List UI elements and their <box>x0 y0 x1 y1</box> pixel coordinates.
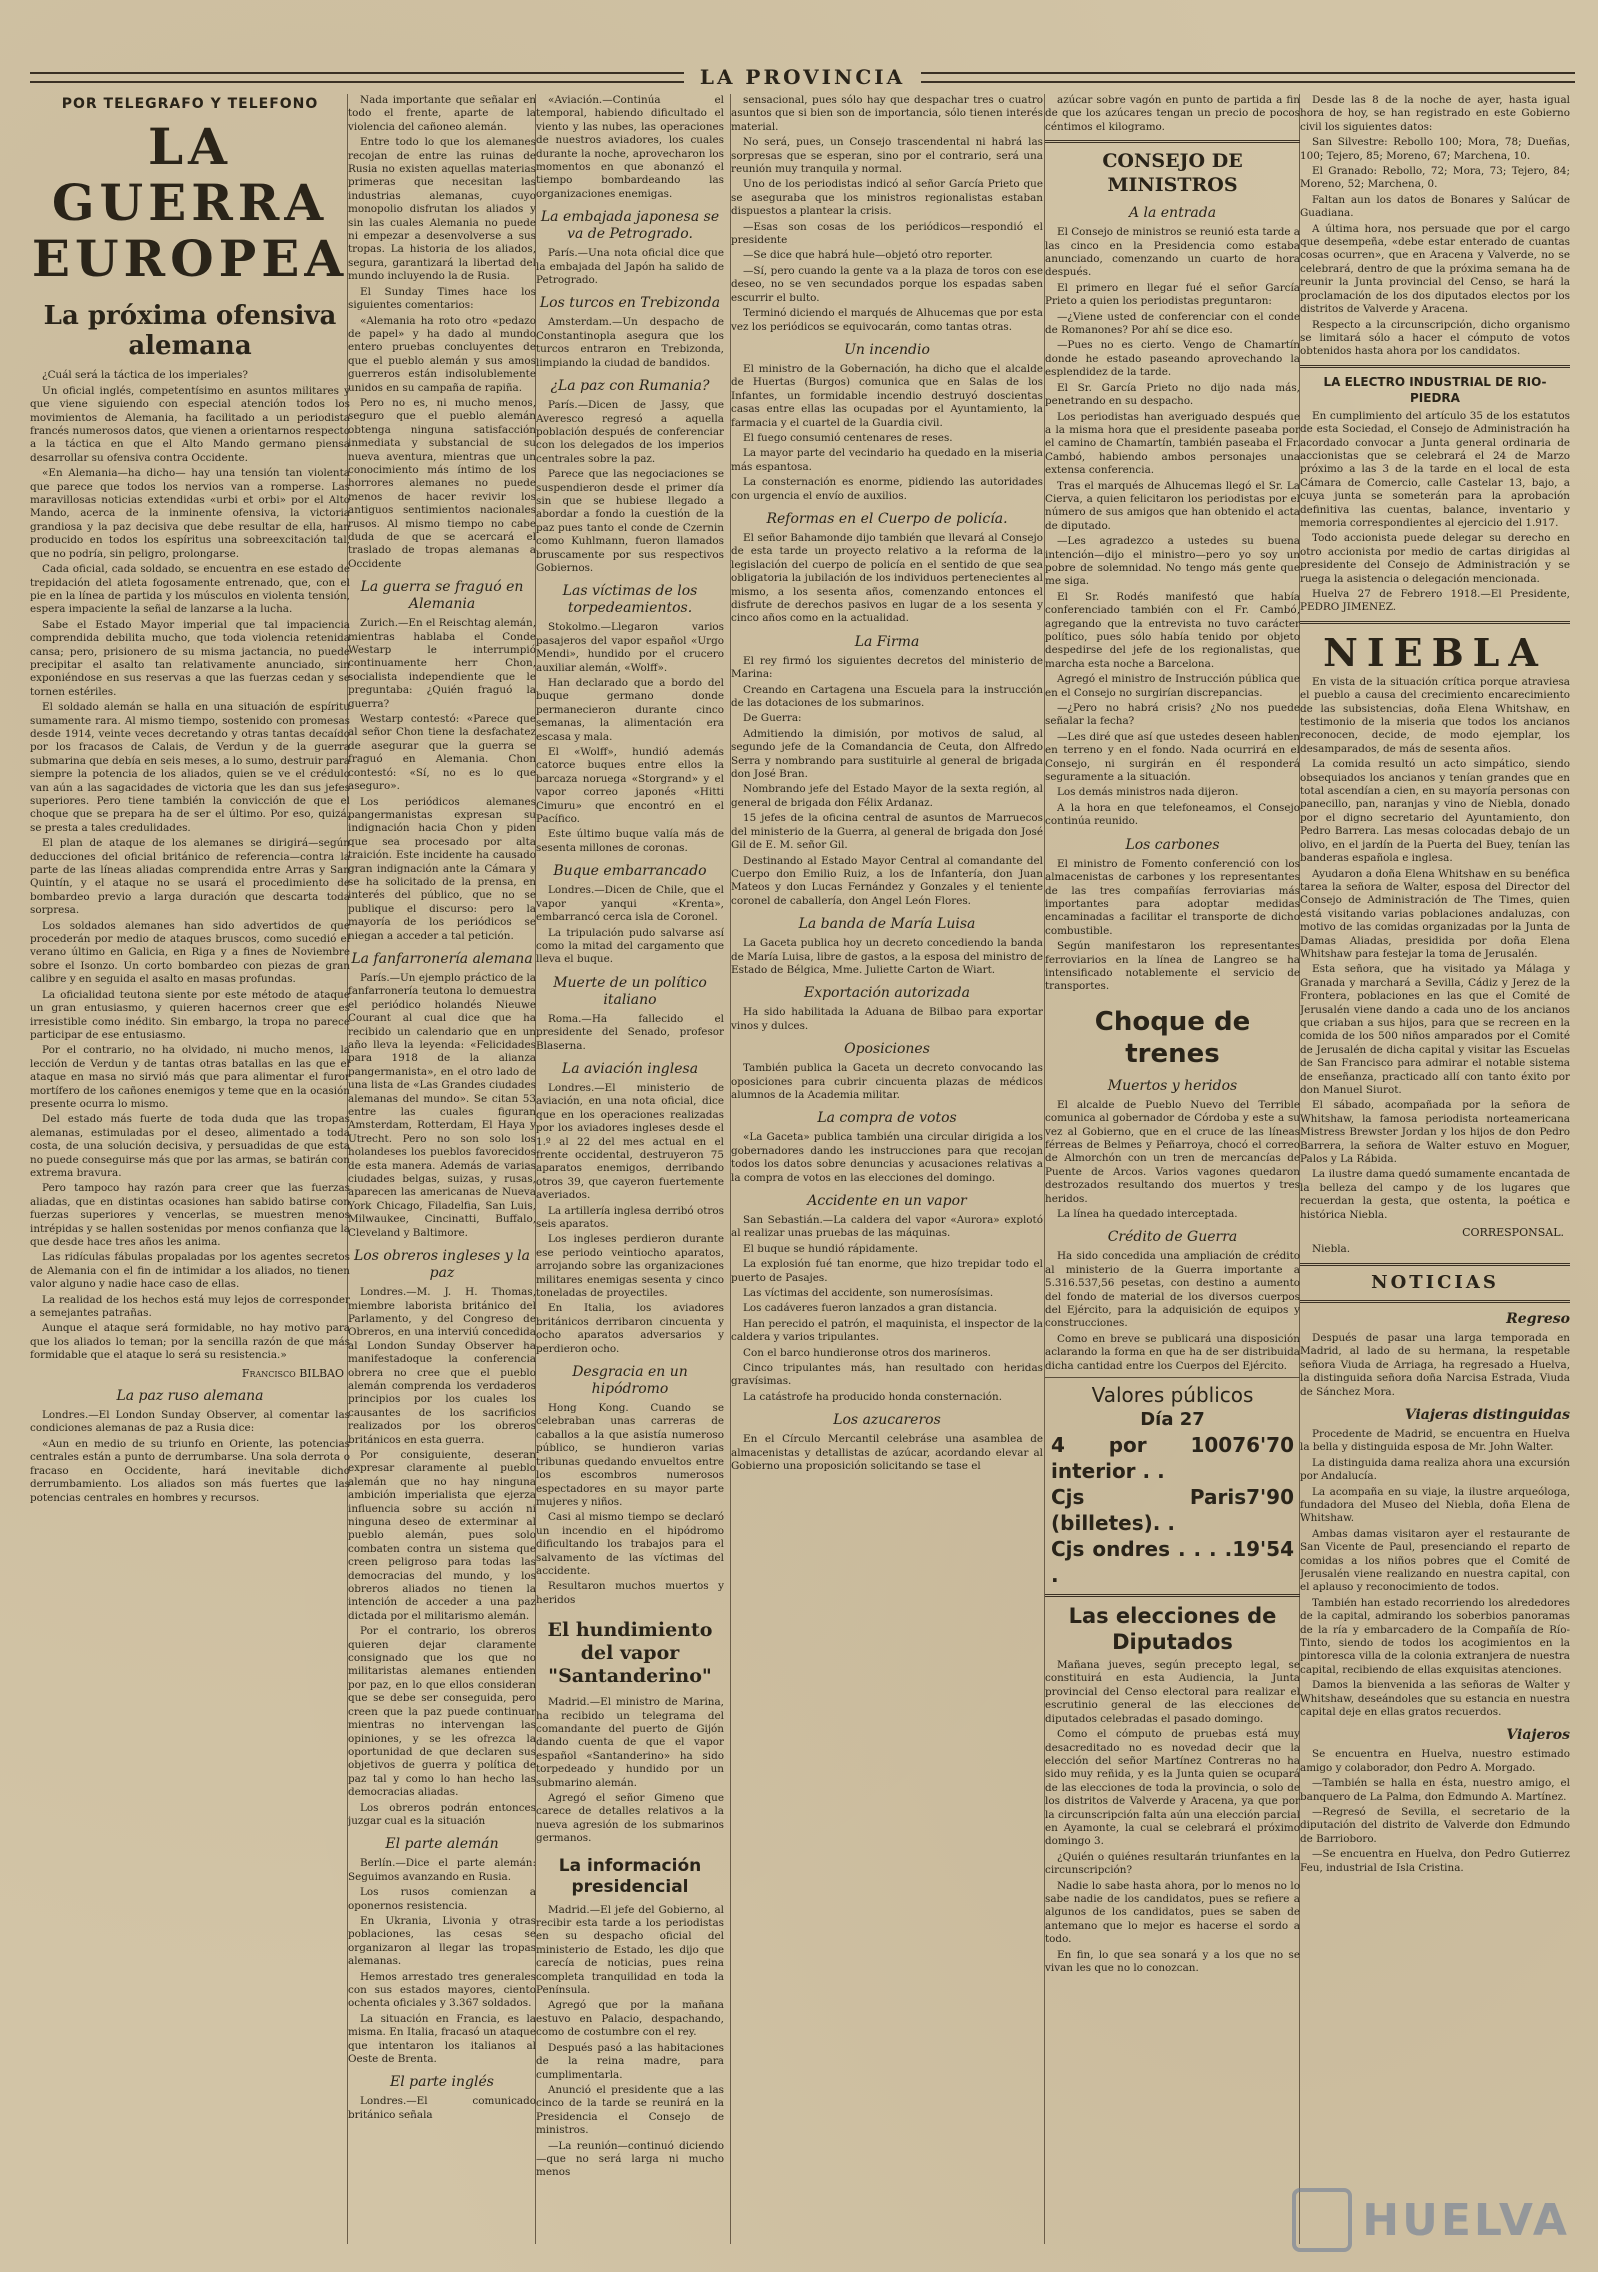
article-headline: El hundimiento del vapor "Santanderino" <box>547 1619 713 1688</box>
section-heading: Los azucareros <box>833 1412 941 1429</box>
paragraph: El Sr. Rodés manifestó que había conferenciado también con el Fr. Cambó, agregando que la entrevista no tuvo carácter político, pues sólo había tenido por objeto despedirse del jefe de los regionalistas, que marcha esta noche a Barcelona. <box>1045 590 1300 670</box>
section-heading: Reformas en el Cuerpo de policía. <box>766 510 1008 527</box>
paragraph: La realidad de los hechos está muy lejos de corresponder a semejantes patrañas. <box>30 1293 350 1320</box>
stock-value-label: 4 por 100 interior . . <box>1051 1433 1233 1484</box>
column-1 <box>30 94 350 2244</box>
stock-value-row <box>1045 1484 1300 1536</box>
section-heading: La embajada japonesa se va de Petrogrado. <box>540 209 720 243</box>
article-signature: Francisco BILBAO <box>241 1366 344 1380</box>
paragraph: Nadie lo sabe hasta ahora, por lo menos no lo sabe nadie de los candidatos, pues se refiere a algunos de los candidatos, pues se saben de antemano que lo mejor es hacerse el sordo a todo. <box>1045 1879 1300 1946</box>
section-heading: La paz ruso alemana <box>116 1388 264 1405</box>
paragraph: Este último buque valía más de sesenta millones de coronas. <box>536 828 724 854</box>
paragraph: Nombrando jefe del Estado Mayor de la sexta región, al general de brigada don Félix Ardanaz. <box>731 783 1043 809</box>
article-headline: Choque de trenes <box>1094 1006 1251 1069</box>
archive-logo-icon <box>1292 2188 1352 2252</box>
section-heading: Las víctimas de los torpedeamientos. <box>562 583 698 617</box>
section-heading: El parte alemán <box>385 1836 499 1853</box>
masthead-rule-left <box>30 72 684 83</box>
section-rule <box>1300 365 1570 368</box>
paragraph: —Sí, pero cuando la gente va a la plaza de toros con ese deseo, no se ven secundados porque los espadas saben escurrir el bulto. <box>731 264 1043 304</box>
paragraph: Pero no es, ni mucho menos, seguro que el pueblo alemán obtenga ninguna satisfacción inmediata y substancial de su nueva aventura, mientras que un conocimiento más íntimo de los horrores alemanes no puede menos de hacer revivir los antiguos sentimientos nacionales rusos. Al mismo tiempo no cabe duda de que se acercará el traslado de tropas alemanas a Occidente <box>348 396 536 570</box>
paragraph: Sabe el Estado Mayor imperial que tal impaciencia comprendida debilita mucho, que toda violencia retenida cansa; pero, prisionero de su misma jactancia, no puede precipitar el asalto tan relativamente anunciado, sin exponiéndose en sus reservas a que las fuerzas cedan y se tornen estériles. <box>30 618 350 698</box>
paragraph: En el Círculo Mercantil celebráse una asamblea de almacenistas y detallistas de azúcar, acordando elevar al Gobierno una proposición solicitando se tase el <box>731 1433 1043 1473</box>
paragraph: ¿Quién o quiénes resultarán triunfantes en la circunscripción? <box>1045 1850 1300 1877</box>
paragraph: París.—Una nota oficial dice que la embajada del Japón ha salido de Petrogrado. <box>536 247 724 287</box>
section-heading: Desgracia en un hipódromo <box>572 1364 688 1398</box>
section-rule <box>1300 1300 1570 1303</box>
article-headline: La próxima ofensiva alemana <box>43 301 337 362</box>
paragraph: Nada importante que señalar en todo el frente, aparte de la violencia del cañoneo alemán. <box>348 94 536 133</box>
paragraph: Anunció el presidente que a las cinco de la tarde se reunirá en la Presidencia el Consejo de ministros. <box>536 2083 724 2137</box>
paragraph: En Italia, los aviadores británicos derribaron cincuenta y ocho aparatos adversarios y perdieron ocho. <box>536 1302 724 1355</box>
paragraph: Cada oficial, cada soldado, se encuentra en ese estado de trepidación del atleta fogosamente entrenado, que, con el pie en la línea de partida y los músculos en violenta tensión, espera impaciente la señal de lanzarse a la lucha. <box>30 563 350 616</box>
paragraph: —También se halla en ésta, nuestro amigo, el banquero de La Palma, don Edmundo A. Martínez. <box>1300 1777 1570 1803</box>
column-5 <box>1045 94 1300 2244</box>
paragraph: Roma.—Ha fallecido el presidente del Senado, profesor Blaserna. <box>536 1012 724 1052</box>
notice-heading: LA ELECTRO INDUSTRIAL DE RIO-PIEDRA <box>1323 374 1547 405</box>
paragraph: La artillería inglesa derribó otros seis aparatos. <box>536 1204 724 1230</box>
paragraph: Parece que las negociaciones se suspendieron desde el primer día sin que se hubiese llegado a abordar a fondo la cuestión de la paz pues tanto el conde de Czernin como Kuhlmann, fueron llamados bruscamente por sus respectivos Gobiernos. <box>536 468 724 574</box>
paragraph: «Aun en medio de su triunfo en Oriente, las potencias centrales están a punto de derrumbarse. Una sola derrota o fracaso en Occidente, hará inevitable dicho derrumbamiento. Los aliados son más fuertes que las potencias centrales en hombres y recursos. <box>30 1437 350 1504</box>
paragraph: Uno de los periodistas indicó al señor García Prieto que se aseguraba que los ministros regionalistas estaban dispuestos a plantear la crisis. <box>731 178 1043 218</box>
article-headline: NIEBLA <box>1323 629 1547 675</box>
paragraph: Pero tampoco hay razón para creer que las fuerzas aliadas, que en distintas ocasiones han sabido batirse con fuerzas superiores y vencerlas, se muestren menos intrépidas y se hallen sostenidas por menos confianza que la que desde hace tres años les anima. <box>30 1182 350 1248</box>
paragraph: El ministro de Fomento conferenció con los almacenistas de carbones y los representantes de las tres compañías ferroviarias más importantes para adoptar medidas encaminadas a facilitar el transporte de dicho combustible. <box>1045 857 1300 937</box>
article-headline: Las elecciones de Diputados <box>1068 1604 1277 1655</box>
paragraph: Amsterdam.—Un despacho de Constantinopla asegura que los turcos entraron en Trebizonda, limpiando la ciudad de bandidos. <box>536 316 724 369</box>
paragraph: «En Alemania—ha dicho— hay una tensión tan violenta que parece que todos los nervios van a romperse. Las maravillosas noticias extendidas «urbi et orbi» por el Alto Mando, acerca de la inminente ofensiva, la victoria grandiosa y la paz decisiva que debe resultar de ella, han producido en todos los espíritus una sobreexcitación tal, que no podría, sin peligro, prolongarse. <box>30 467 350 560</box>
section-heading: La Firma <box>854 633 920 650</box>
column-6 <box>1300 94 1570 2244</box>
article-signature: CORRESPONSAL. <box>1462 1226 1564 1240</box>
section-rule <box>1045 1377 1300 1378</box>
paragraph: Ha sido habilitada la Aduana de Bilbao para exportar vinos y dulces. <box>731 1006 1043 1032</box>
paragraph: Un oficial inglés, competentísimo en asuntos militares y que viene siguiendo con especial atención todos los movimientos de Alemania, ha facilitado a un periodista francés numerosos datos, que vienen a orientarnos respecto a la táctica en que el Alto Mando germano piensa desarrollar su ofensiva contra Occidente. <box>30 384 350 464</box>
stock-value-row <box>1045 1536 1300 1588</box>
paragraph: Cinco tripulantes más, han resultado con heridas gravísimas. <box>731 1362 1043 1388</box>
paragraph: El buque se hundió rápidamente. <box>743 1242 919 1255</box>
paragraph: La línea ha quedado interceptada. <box>1057 1208 1238 1220</box>
stock-value-amount: 19'54 <box>1232 1537 1294 1562</box>
section-title: NOTICIAS <box>1371 1271 1499 1293</box>
main-headline-line2: EUROPEA <box>31 229 349 289</box>
stock-values-date: Día 27 <box>1140 1409 1205 1431</box>
paragraph: Los soldados alemanes han sido advertidos de que procederán por medio de ataques bruscos, como sucedió el verano último en Galicia, en Riga y a fines de Noviembre sobre el Isonzo. Un corto bombardeo con piezas de gran calibre y en seguida el asalto en masas profundas. <box>30 919 350 986</box>
paragraph: Mañana jueves, según precepto legal, se constituirá en esta Audiencia, la Junta provincial del Censo electoral para realizar el escrutinio general de las elecciones de diputados celebradas el pasado domingo. <box>1045 1659 1300 1725</box>
paragraph: Admitiendo la dimisión, por motivos de salud, al segundo jefe de la Comandancia de Ceuta, don Alfredo Serra y nombrando para sustituirle al general de brigada don José Bran. <box>731 727 1043 781</box>
paragraph: El fuego consumió centenares de reses. <box>743 431 953 444</box>
section-heading: Muerte de un político italiano <box>553 974 707 1008</box>
stock-value-amount: 76'70 <box>1232 1433 1294 1458</box>
column-2 <box>348 94 536 2244</box>
paragraph: Los rusos comienzan a oponernos resistencia. <box>348 1886 536 1912</box>
section-rule <box>1300 1263 1570 1266</box>
paragraph: La explosión fué tan enorme, que hizo trepidar todo el puerto de Pasajes. <box>731 1258 1043 1284</box>
section-heading: ¿La paz con Rumania? <box>550 378 710 395</box>
paragraph: «Alemania ha roto otro «pedazo de papel» y ha dado al mundo entero pruebas concluyentes de que el pueblo alemán y sus amos guerreros están indisolublemente unidos en su campaña de rapiña. <box>348 314 536 394</box>
paragraph: Tras el marqués de Alhucemas llegó el Sr. La Cierva, a quien felicitaron los periodistas por el número de sus amigos que han obtenido el acta de diputado. <box>1045 479 1300 532</box>
section-heading: Exportación autorizada <box>803 985 970 1002</box>
masthead-title: LA PROVINCIA <box>699 65 906 89</box>
section-heading: Accidente en un vapor <box>807 1193 967 1209</box>
paragraph: La comida resultó un acto simpático, siendo obsequiados los ancianos y tenían grandes que en total ascendían a cien, en su mayoría personas con panecillo, pan, naranjas y vino de Niebla, donado por el digno secretario del Ayuntamiento, don Pedro Barrera. Las mesas colocadas debajo de un olivo, en el jardín de la Puerta del Buey, tenían las banderas española e inglesa. <box>1300 758 1570 865</box>
paragraph: Han declarado que a bordo del buque germano donde permanecieron durante cinco semanas, la alimentación era escasa y mala. <box>536 677 724 743</box>
paragraph: Por el contrario, no ha olvidado, ni mucho menos, la lección de Verdun y de tantas otras batallas en las que el ataque en masa no sirvió más que para alimentar el furor mortífero de los cañones enemigos y teme que en la ocasión presente ocurra lo mismo. <box>30 1044 350 1110</box>
paragraph: Ambas damas visitaron ayer el restaurante de San Vicente de Paul, presenciando el reparto de comidas a los niños pobres que el Comité de Jerusalén viene realizando en nuestra capital, con el aplauso y reconocimiento de todos. <box>1300 1527 1570 1594</box>
paragraph: La catástrofe ha producido honda consternación. <box>743 1390 1003 1403</box>
paragraph: La consternación es enorme, pidiendo las autoridades con urgencia el envío de auxilios. <box>731 476 1043 502</box>
paragraph: Como el cómputo de pruebas está muy desacreditado no es novedad decir que la elección del señor Martínez Contreras no ha sido muy reñida, y es la Junta quien se ocupará de las elecciones de toda la provincia, o solo de los distritos de Valverde y Aracena, ya que por la circunscripción falta aún una elección parcial en Ayamonte, la cual se celebrará el próximo domingo 3. <box>1045 1728 1300 1848</box>
paragraph: El alcalde de Pueblo Nuevo del Terrible comunica al gobernador de Córdoba y este a su vez al Gobierno, que en el cruce de las líneas férreas de Belmes y Peñarroya, chocó el correo de Almorchón con un tren de mercancías de Puente de Arcos. Varios vagones quedaron destrozados resultando dos muertos y tres heridos. <box>1045 1098 1300 1205</box>
section-heading: Los turcos en Trebizonda <box>539 295 721 312</box>
paragraph: Esta señora, que ha visitado ya Málaga y Granada y marchará a Sevilla, Cádiz y Jerez de la Frontera, poblaciones en las que el Comité de Jerusalén viene dando a cada uno de los ancianos que criaban a sus hijos, para que se recreen en la comida de los 500 niños amparados por el Comité de Jerusalén de dicha capital y visitar las Escuelas de San Francisco para admirar el notable sistema de enseñanza, practicado allí con tanto éxito por don Manuel Siurot. <box>1300 963 1570 1096</box>
masthead-rule-right <box>921 72 1575 83</box>
paragraph: El plan de ataque de los alemanes se dirigirá—según deducciones del oficial británico de referencia—contra la parte de las líneas aliadas comprendida entre Arras y San Quintín, y el ataque no se usará el procedimiento de bombardeo previo a larga duración que descarta toda sorpresa. <box>30 837 350 917</box>
paragraph: En Ukrania, Livonia y otras poblaciones, las cesas se organizaron al llegar las tropas alemanas. <box>348 1914 536 1968</box>
paragraph: Los periodistas han averiguado después que a la misma hora que el presidente paseaba por el camino de Chamartín, también paseaba el Fr. Cambó, habiendo ambos personajes una extensa conferencia. <box>1045 410 1300 477</box>
section-heading: Muertos y heridos <box>1107 1077 1238 1094</box>
paragraph: —Pues no es cierto. Vengo de Chamartín donde he estado paseando aprovechando la esplendidez de la tarde. <box>1045 339 1300 379</box>
paragraph: La ilustre dama quedó sumamente encantada de la belleza del campo y de los lugares que recuerdan la gesta, que ostenta, la poética e histórica Niebla. <box>1300 1168 1570 1221</box>
article-headline: La información presidencial <box>558 1855 702 1897</box>
column-3 <box>536 94 724 2244</box>
paragraph: Damos la bienvenida a las señoras de Walter y Whitshaw, deseándoles que su estancia en nuestra capital deje en ellas gratos recuerdos. <box>1300 1679 1570 1719</box>
paragraph: Como en breve se publicará una disposición aclarando la forma en que ha de ser distribuida dicha cantidad entre los Cuerpos del Ejército. <box>1045 1332 1300 1372</box>
paragraph: Hong Kong. Cuando se celebraban unas carreras de caballos a la que asistía numeroso público, se hundieron varias tribunas quedando envueltos entre los escombros numerosos espectadores en su mayor parte mujeres y niños. <box>536 1402 724 1508</box>
paragraph: No será, pues, un Consejo trascendental ni habrá las sorpresas que se esperan, sino por el contrario, será una reunión muy tranquila y normal. <box>731 136 1043 176</box>
paragraph: Ha sido concedida una ampliación de crédito al ministerio de la Guerra importante a 5.316.537,56 pesetas, con destino a aumento del fondo de material de los diversos cuerpos del Ejército, para la adquisición de equipos y construcciones. <box>1045 1250 1300 1330</box>
paragraph: San Sebastián.—La caldera del vapor «Aurora» explotó al realizar unas pruebas de las máquinas. <box>731 1214 1043 1240</box>
paragraph: El rey firmó los siguientes decretos del ministerio de Marina: <box>731 654 1043 681</box>
paragraph: Desde las 8 de la noche de ayer, hasta igual hora de hoy, se han registrado en este Gobierno civil los siguientes datos: <box>1300 94 1570 133</box>
section-heading: Oposiciones <box>844 1041 930 1058</box>
paragraph: Huelva 27 de Febrero 1918.—El Presidente, PEDRO JIMENEZ. <box>1300 588 1570 614</box>
section-heading: La fanfarronería alemana <box>351 950 533 967</box>
section-heading: La aviación inglesa <box>561 1060 699 1077</box>
paragraph: París.—Dicen de Jassy, que Averesco regresó a aquella población después de conferenciar con los delegados de los imperios centrales sobre la paz. <box>536 399 724 465</box>
paragraph: Después de pasar una larga temporada en Madrid, al lado de su hermana, la respetable señora Viuda de Arriaga, ha regresado a Huelva, la distinguida señora doña Narcisa Estrada, Viuda de Sánchez Mora. <box>1300 1331 1570 1398</box>
paragraph: El señor Bahamonde dijo también que llevará al Consejo de esta tarde un proyecto relativo a la reforma de la legislación del cuerpo de policía en el sentido de que sea obligatoria la jubilación de los individuos pertenecientes al mismo, a los sesenta años, comenzando entonces el disfrute de derechos pasivos en lugar de a los sesenta y cinco años como en la actualidad. <box>731 531 1043 625</box>
archive-watermark <box>1292 2188 1570 2252</box>
paragraph: El Sunday Times hace los siguientes comentarios: <box>348 285 536 312</box>
paragraph: París.—Un ejemplo práctico de la fanfarronería teutona lo demuestra el periódico holandés Nieuwe Courant al cual dice que ha recibido un calendario que en un año lleva la leyenda: «Felicidades para 1918 de la alianza pangermanista», en el otro lado de una lista de «Las Grandes ciudades alemanas del mundo». Se citan 53 entre las cuales figuran Amsterdam, Rotterdam, El Haya y Utrecht. Pero no son solo los holandeses los pueblos favorecidos de esta manera. Además de varias ciudades belgas, suizas, y rusas, aparecen las americanas de Nueva York Chicago, Filadelfia, San Luis, Milwaukee, Cincinatti, Buffalo, Cleveland y Baltimore. <box>348 971 536 1239</box>
paragraph: —Les agradezco a ustedes su buena intención—dijo el ministro—pero yo soy un pobre de solemnidad. No tengo más gente que me siga. <box>1045 535 1300 588</box>
paragraph: La oficialidad teutona siente por este método de ataque un gran entusiasmo, y quieren hacernos creer que es irresistible como inédito. Sin embargo, la tropa no parece participar de ese entusiasmo. <box>30 988 350 1041</box>
paragraph: A la hora en que telefoneamos, el Consejo continúa reunido. <box>1045 801 1300 828</box>
paragraph: El sábado, acompañada por la señora de Whitshaw, la famosa periodista norteamericana Mistress Brewster Jordan y los hijos de don Pedro Barrera, la señora de Walter estuvo en Moguer, Palos y La Rábida. <box>1300 1099 1570 1166</box>
section-heading: Viajeros <box>1506 1727 1570 1744</box>
section-heading: La compra de votos <box>817 1110 957 1127</box>
paragraph: —Les diré que así que ustedes deseen hablen en terreno y en el fondo. Nada ocurrirá en el Consejo, ni surgirán en él responderá seguramente a la situación. <box>1045 730 1300 784</box>
paragraph: San Silvestre: Rebollo 100; Mora, 78; Dueñas, 100; Tejero, 85; Moreno, 67; Marchena, 10. <box>1300 136 1570 162</box>
paragraph: En cumplimiento del artículo 35 de los estatutos de esta Sociedad, el Consejo de Administración ha acordado convocar a Junta general ordinaria de accionistas que se celebrará el 24 de Marzo próximo a las 3 de la tarde en el local de esta Cámara de Comercio, calle Castelar 13, bajo, a cuya junta se someterán para la aprobación definitiva las cuentas, balance, inventario y memoria correspondientes al ejercicio del 1.917. <box>1300 409 1570 529</box>
paragraph: En vista de la situación crítica porque atraviesa el pueblo a causa del crecimiento encarecimiento de las subsistencias, doña Elena Whitshaw, en testimonio de la miseria que todos los ancianos reconocen, decide, de modo ejemplar, los desamparados, de más de sesenta años. <box>1300 675 1570 755</box>
paragraph: Agregó el ministro de Instrucción pública que en el Consejo no surgirían discrepancias. <box>1045 673 1300 699</box>
paragraph: Agregó que por la mañana estuvo en Palacio, despachando, como de costumbre con el rey. <box>536 1999 724 2039</box>
paragraph: Westarp contestó: «Parece que al señor Chon tiene la desfachatez de asegurar que la guerra se fraguó en Alemania. Chon contestó: «Sí, no es lo que aseguro». <box>348 713 536 793</box>
paragraph: —La reunión—continuó diciendo—que no será larga ni mucho menos <box>536 2139 724 2179</box>
stock-value-amount: 7'90 <box>1246 1485 1294 1510</box>
section-heading: Los carbones <box>1125 836 1220 853</box>
paragraph: Faltan aun los datos de Bonares y Salúcar de Guadiana. <box>1300 193 1570 220</box>
paragraph: El ministro de la Gobernación, ha dicho que el alcalde de Huertas (Burgos) comunica que en Salas de los Infantes, un formidable incendio destruyó doscientas casas entre ellas las ocupadas por el Ayuntamiento, la farmacia y el cuartel de la Guardia civil. <box>731 362 1043 429</box>
paragraph: —Esas son cosas de los periódicos—respondió el presidente <box>731 220 1043 247</box>
paragraph: El soldado alemán se halla en una situación de espíritu sumamente rara. Al mismo tiempo, sostenido con promesas desde 1914, veinte veces decretando y otras tantas decaído por los fracasos de Calais, de Verdun y de la guerra submarina que debía en seis meses, a lo sumo, destruir para siempre la potencia de los aliados, quien se ve el crédulo van aún a las sagacidades de victoria que les dan sus jefes superiores. Pero tiene también la convicción de que el choque que se prepara ha de ser el último. Por eso, quizá, se presta a tales credulidades. <box>30 701 350 834</box>
section-rule <box>1300 621 1570 624</box>
paragraph: Madrid.—El jefe del Gobierno, al recibir esta tarde a los periodistas en su despacho oficial del ministerio de Estado, les dijo que carecía de noticias, pues reina completa tranquilidad en toda la Península. <box>536 1903 724 1997</box>
paragraph: —¿Pero no habrá crisis? ¿No nos puede señalar la fecha? <box>1045 702 1300 728</box>
paragraph: sensacional, pues sólo hay que despachar tres o cuatro asuntos que si bien son de importancia, sólo tienen interés material. <box>731 94 1043 133</box>
paragraph: Por el contrario, los obreros quieren dejar claramente consignado que los que no militaristas alemanes entienden por paz, en lo que ellos consideran que se debe ser conseguida, pero creen que la paz puede continuar mientras no intervengan las opiniones, y se les ofrezca la oportunidad de que declaren sus objetivos de guerra y política de paz tal y como lo han hecho las democracias aliadas. <box>348 1625 536 1799</box>
paragraph: Londres.—M. J. H. Thomas, miembre laborista británico del Parlamento, y del Congreso de Obreros, en una interviú concedida al London Sunday Observer ha manifestadoque la conferencia obrera no cree que el pueblo alemán comprenda los verdaderos principios por los cuales los causantes de los sacrificios realizados por los obreros británicos en esta guerra. <box>348 1286 536 1446</box>
paragraph: Madrid.—El ministro de Marina, ha recibido un telegrama del comandante del puerto de Gijón dando cuenta de que el vapor español «Santanderino» ha sido torpedeado y hundido por un submarino alemán. <box>536 1696 724 1789</box>
section-heading: Regreso <box>1506 1310 1570 1327</box>
masthead <box>30 66 1575 88</box>
paragraph: Se encuentra en Huelva, nuestro estimado amigo y colaborador, don Pedro A. Morgado. <box>1300 1748 1570 1774</box>
paragraph: Terminó diciendo el marqués de Alhucemas que por esta vez los periódicos se equivocarán, como tantas otras. <box>731 307 1043 333</box>
section-kicker: POR TELEGRAFO Y TELEFONO <box>61 96 319 112</box>
paragraph: También publica la Gaceta un decreto convocando las oposiciones para cubrir cincuenta plazas de médicos alumnos de la Academia militar. <box>731 1062 1043 1101</box>
paragraph: Destinando al Estado Mayor Central al comandante del Cuerpo don Emilio Ruiz, a los de Infantería, don Juan Mateos y don Lucas Fernández y Gonzales y el teniente coronel de caballería, don Angel León Flores. <box>731 854 1043 907</box>
paragraph: El Sr. García Prieto no dijo nada más, penetrando en su despacho. <box>1045 381 1300 408</box>
section-heading: Un incendio <box>844 341 930 358</box>
paragraph: Con el barco hundieronse otros dos marineros. <box>743 1346 991 1359</box>
paragraph: También han estado recorriendo los alrededores de la capital, admirando los soberbios panoramas de la ría y embarcadero de la Compañía de Río-Tinto, siendo de todos los acogimientos en la pintoresca villa de la colonia extranjera de nuestra capital, recibiendo de ellas exquisitas atenciones. <box>1300 1596 1570 1676</box>
paragraph: Las ridículas fábulas propaladas por los agentes secretos de Alemania con el fin de intimidar a los aliados, no tienen valor alguno y nadie hace caso de ellas. <box>30 1251 350 1291</box>
paragraph: El Granado: Rebollo, 72; Mora, 73; Tejero, 84; Moreno, 52; Marchena, 0. <box>1300 165 1570 191</box>
main-headline-line1: LA GUERRA <box>51 117 329 233</box>
stock-values-title: Valores públicos <box>1091 1383 1254 1408</box>
paragraph: Hemos arrestado tres generales con sus estados mayores, ciento ochenta oficiales y 3.367 soldados. <box>348 1970 536 2010</box>
paragraph: Berlín.—Dice el parte alemán: Seguimos avanzando en Rusia. <box>348 1857 536 1883</box>
paragraph: —Regresó de Sevilla, el secretario de la diputación del distrito de Valverde don Edmundo de Barrioboro. <box>1300 1806 1570 1845</box>
paragraph: Los demás ministros nada dijeron. <box>1057 786 1239 799</box>
paragraph: azúcar sobre vagón en punto de partida a fin de que los azúcares tengan un precio de pocos céntimos el kilogramo. <box>1045 94 1300 133</box>
column-4 <box>731 94 1043 2244</box>
paragraph: «La Gaceta» publica también una circular dirigida a los gobernadores dando les instrucciones para que recojan todos los datos sobre denuncias y acusaciones relativas a la compra de votos en las elecciones del domingo. <box>731 1131 1043 1184</box>
paragraph: Aunque el ataque será formidable, no hay motivo para que los aliados lo teman; por la sencilla razón de que más formidable que el ataque lo será su resistencia.» <box>30 1322 350 1362</box>
paragraph: Zurich.—En el Reischtag alemán, mientras hablaba el Conde Westarp le interrumpió continuamente herr Chon, socialista independiente que le preguntaba: ¿Quién fraguó la guerra? <box>348 617 536 710</box>
paragraph: Por consiguiente, deseran expresar claramente al pueblo alemán que no hay ninguna ambición imperialista que ejerza influencia sobre su acción ni ninguna deseo de exterminar al pueblo alemán, pues solo combaten contra un sistema que creen peligroso para todas las democracias del mundo, y los obreros aliados no tienen la intención de acceder a una paz dictada por el militarismo alemán. <box>348 1448 536 1622</box>
article-headline: CONSEJO DE MINISTROS <box>1102 150 1243 197</box>
paragraph: Todo accionista puede delegar su derecho en otro accionista por medio de cartas dirigidas al presidente del Consejo de Administración y se ruega la asistencia o delegación mencionada. <box>1300 532 1570 585</box>
paragraph: Ayudaron a doña Elena Whitshaw en su benéfica tarea la señora de Walter, esposa del Director del Consejo de Administración de The Times, quien está visitando varias poblaciones andaluzas, con motivo de las comidas organizadas por la Junta de Damas Aliadas, presidida por doña Elena Whitshaw para festejar la toma de Jerusalén. <box>1300 867 1570 960</box>
section-heading: Los obreros ingleses y la paz <box>354 1248 530 1282</box>
paragraph: Niebla. <box>1312 1243 1351 1256</box>
paragraph: Londres.—Dicen de Chile, que el vapor yanqui «Krenta», embarrancó cerca isla de Coronel. <box>536 884 724 924</box>
stock-value-label: Cjs Paris (billetes). . <box>1051 1485 1247 1536</box>
paragraph: Los periódicos alemanes pangermanistas expresan su indignación hacia Chon y piden que sea procesado por alta traición. Este incidente ha causado gran indignación ante la Cámara y se ha solicitado de la prensa, en interés del público, que no se publique el discurso: pero la mayoría de los periódicos se niegan a acceder a tal petición. <box>348 795 536 942</box>
section-heading: El parte inglés <box>390 2074 494 2091</box>
paragraph: La acompaña en su viaje, la ilustre arqueóloga, fundadora del Museo del Niebla, doña Elena de Whitshaw. <box>1300 1485 1570 1525</box>
paragraph: Del estado más fuerte de toda duda que las tropas alemanas, estimuladas por el deseo, alimentado a toda costa, de una solución decisiva, y persuadidas de que esta no puede conseguirse más que por las armas, se batirán con extrema bravura. <box>30 1113 350 1179</box>
paragraph: Han perecido el patrón, el maquinista, el inspector de la caldera y varios tripulantes. <box>731 1317 1043 1344</box>
section-heading: La banda de María Luisa <box>798 916 976 933</box>
paragraph: —Se dice que habrá hule—objetó otro reporter. <box>743 249 993 262</box>
section-heading: La guerra se fraguó en Alemania <box>360 579 524 613</box>
paragraph: Resultaron muchos muertos y heridos <box>536 1580 724 1606</box>
paragraph: El Consejo de ministros se reunió esta tarde a las cinco en la Presidencia como estaba anunciado, comenzando un cuarto de hora después. <box>1045 226 1300 279</box>
section-rule <box>1045 140 1300 143</box>
paragraph: Procedente de Madrid, se encuentra en Huelva la bella y distinguida esposa de Mr. John Walter. <box>1300 1427 1570 1454</box>
section-rule <box>1045 1594 1300 1597</box>
paragraph: La distinguida dama realiza ahora una excursión por Andalucía. <box>1300 1456 1570 1483</box>
paragraph: A última hora, nos persuade que por el cargo que desempeña, «debe estar enterado de cuantas cosas ocurren», que en Aracena y Valverde, no se celebrará, dentro de que la próxima semana ha de reunir la Junta provincial del Censo, se hará la proclamación de los dos diputados electos por los distritos de Valverde y Aracena. <box>1300 222 1570 316</box>
watermark-text: HUELVA <box>1362 2194 1570 2246</box>
paragraph: —¿Viene usted de conferenciar con el conde de Romanones? Por ahí se dice eso. <box>1045 310 1300 337</box>
paragraph: Stokolmo.—Llegaron varios pasajeros del vapor español «Urgo Mendi», hundido por el crucero auxiliar alemán, «Wolff». <box>536 621 724 674</box>
paragraph: De Guerra: <box>743 712 802 725</box>
paragraph: Los ingleses perdieron durante ese periodo veintiocho aparatos, arrojando sobre las organizaciones militares enemigas sesenta y cinco toneladas de proyectiles. <box>536 1233 724 1300</box>
paragraph: Las víctimas del accidente, son numerosísimas. <box>743 1287 994 1300</box>
stock-value-label: Cjs ondres . . . . . <box>1051 1537 1233 1588</box>
paragraph: La tripulación pudo salvarse así como la mitad del cargamento que lleva el buque. <box>536 926 724 966</box>
stock-value-row <box>1045 1432 1300 1484</box>
paragraph: El «Wolff», hundió además catorce buques entre ellos la barcaza noruega «Storgrand» y el vapor correo japonés «Hitti Cimuru» que encontró en el Pacífico. <box>536 746 724 826</box>
paragraph: La mayor parte del vecindario ha quedado en la miseria más espantosa. <box>731 447 1043 473</box>
section-heading: A la entrada <box>1128 205 1217 222</box>
paragraph: Según manifestaron los representantes ferroviarios en la línea de Langreo se ha intensificado notablemente el servicio de transportes. <box>1045 940 1300 993</box>
paragraph: Entre todo lo que los alemanes recojan de entre las ruinas de Rusia no existen aquellas materias primeras que necesitan las industrias alemanas, cuyo monopolio disfrutan los aliados y sin las cuales Alemania no puede ni empezar a desenvolverse a sus tropas. La historia de los aliados, segura, garantizará la libertad del mundo incluyendo la de Rusia. <box>348 136 536 283</box>
paragraph: Respecto a la circunscripción, dicho organismo se limitará sólo a hacer el cómputo de votos obtenidos hasta ahora por los candidatos. <box>1300 318 1570 358</box>
paragraph: —Se encuentra en Huelva, don Pedro Gutierrez Feu, industrial de Isla Cristina. <box>1300 1848 1570 1874</box>
paragraph: Londres.—El ministerio de aviación, en una nota oficial, dice que en los operaciones realizadas por los aviadores ingleses desde el 1.º al 22 del mes actual en el frente occidental, destruyeron 75 aparatos enemigos, derribando otros 39, que cayeron fuertemente averiados. <box>536 1081 724 1202</box>
paragraph: La situación en Francia, es la misma. En Italia, fracasó un ataque que intentaron los italianos al Oeste de Brenta. <box>348 2012 536 2066</box>
paragraph: Después pasó a las habitaciones de la reina madre, para cumplimentarla. <box>536 2041 724 2081</box>
paragraph: «Aviación.—Continúa el temporal, habiendo dificultado el viento y las nubes, las operaciones de nuestros aviadores, los cuales durante la noche, aprovecharon los momentos en que abonanzó el tiempo bombardeando las organizaciones enemigas. <box>536 94 724 200</box>
paragraph: Casi al mismo tiempo se declaró un incendio en el hipódromo dificultando los trabajos para el salvamento de las víctimas del accidente. <box>536 1511 724 1577</box>
paragraph: El primero en llegar fué el señor García Prieto a quien los periodistas preguntaron: <box>1045 281 1300 308</box>
paragraph: Creando en Cartagena una Escuela para la instrucción de las dotaciones de los submarinos. <box>731 683 1043 710</box>
section-heading: Buque embarrancado <box>553 863 707 880</box>
paragraph: Los cadáveres fueron lanzados a gran distancia. <box>743 1302 998 1315</box>
paragraph: Agregó el señor Gimeno que carece de detalles relativos a la nueva agresión de los submarinos germanos. <box>536 1792 724 1845</box>
section-heading: Viajeras distinguidas <box>1404 1406 1570 1423</box>
paragraph: Los obreros podrán entonces juzgar cual es la situación <box>348 1801 536 1827</box>
section-heading: Crédito de Guerra <box>1107 1229 1238 1246</box>
paragraph: En fin, lo que sea sonará y a los que no se vivan les que no lo conozcan. <box>1045 1948 1300 1974</box>
paragraph: La Gaceta publica hoy un decreto concediendo la banda de María Luisa, libre de gastos, a la esposa del ministro de Estado de Bélgica, Mme. Juliette Carton de Wiart. <box>731 937 1043 976</box>
paragraph: 15 jefes de la oficina central de asuntos de Marruecos del ministerio de la Guerra, al general de brigada don José Gil de E. M. señor Gil. <box>731 812 1043 852</box>
paragraph: Londres.—El London Sunday Observer, al comentar las condiciones alemanas de paz a Rusia dice: <box>30 1409 350 1435</box>
paragraph: ¿Cuál será la táctica de los imperiales? <box>42 369 248 382</box>
paragraph: Londres.—El comunicado británico señala <box>348 2095 536 2121</box>
